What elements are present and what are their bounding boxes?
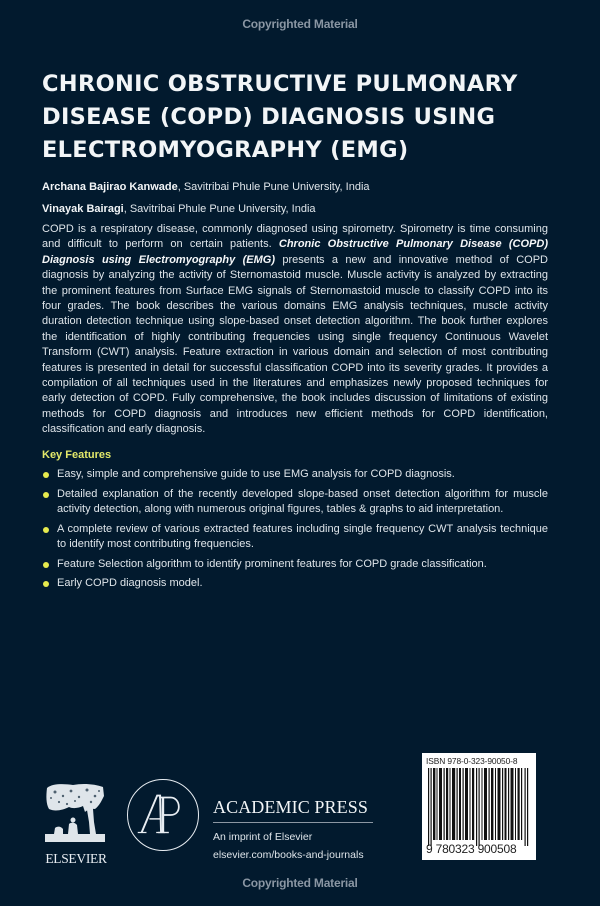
copyright-watermark-bottom: Copyrighted Material (242, 876, 358, 890)
key-feature-item (42, 557, 548, 573)
description-text: COPD is a respiratory disease, commonly diagnosed using spirometry. Spirometry is time consuming and difficult to perform on certain patients. (42, 223, 548, 251)
key-feature-text: Detailed explanation of the recently developed slope-based onset detection algorithm for muscle activity detection, along with numerous original figures, tables & graphs to aid interpretation. (57, 487, 548, 515)
key-feature-text: Feature Selection algorithm to identify prominent features for COPD grade classification. (57, 557, 487, 570)
ap-monogram-icon (128, 780, 198, 850)
key-features-heading: Key Features (42, 449, 112, 461)
publisher-name: ACADEMIC PRESS (213, 797, 373, 823)
publisher-url: elsevier.com/books-and-journals (213, 849, 364, 861)
barcode-bars-icon (426, 768, 530, 846)
copyright-watermark-top: Copyrighted Material (242, 17, 358, 31)
barcode-digits: 9 780323 900508 (426, 842, 517, 856)
key-feature-item (42, 576, 548, 592)
isbn-barcode (422, 753, 536, 860)
description-book-title-emphasis: Chronic Obstructive Pulmonary Disease (COPD) Diagnosis using Electromyography (EMG) (42, 238, 548, 266)
bullet-dot-icon (43, 562, 49, 568)
academic-press-ap-logo (127, 779, 199, 851)
elsevier-wordmark: ELSEVIER (45, 851, 107, 866)
academic-press-imprint-block (213, 797, 373, 864)
author-affiliation: , Savitribai Phule Pune University, India (177, 181, 370, 193)
key-features-list (42, 467, 548, 592)
key-features-section (42, 449, 548, 596)
author-entry (42, 176, 370, 198)
author-name: Archana Bajirao Kanwade (42, 181, 178, 193)
author-list (42, 176, 370, 220)
key-feature-text: Early COPD diagnosis model. (57, 577, 203, 589)
key-feature-item (42, 467, 548, 483)
author-entry (42, 198, 370, 220)
bullet-dot-icon (43, 581, 49, 587)
book-title-line: ELECTROMYOGRAPHY (EMG) (42, 137, 409, 163)
book-title (42, 68, 562, 167)
author-name: Vinayak Bairagi (42, 203, 124, 215)
book-title-line: CHRONIC OBSTRUCTIVE PULMONARY (42, 71, 518, 97)
bullet-dot-icon (43, 527, 49, 533)
book-title-line: DISEASE (COPD) DIAGNOSIS USING (42, 104, 496, 130)
description-text: presents a new and innovative method of COPD diagnosis by analyzing the activity of Sternomastoid muscle. Muscle activity is analyzed by extracting the prominent features from Surface EMG signals of Sternomastoid muscle to classify COPD into its four grades. The book describes the various domains EMG analysis techniques, muscle activity duration detection technique using slope-based onset detection algorithm. The book further explores the identification of highly contributing frequencies using single frequency Continuous Wavelet Transform (CWT) analysis. Feature extraction in various domain and selection of most contributing features is presented in detail for successful classification COPD into its severity grades. It provides a compilation of all techniques used in the literatures and emphasizes newly proposed techniques for early detection of COPD. Fully comprehensive, the book includes discussion of limitations of existing methods for COPD diagnosis and introduces new efficient methods for COPD identification, classification and early diagnosis. (42, 253, 548, 436)
publisher-imprint: An imprint of Elsevier (213, 831, 313, 843)
author-affiliation: , Savitribai Phule Pune University, India (123, 203, 316, 215)
bullet-dot-icon (43, 492, 49, 498)
isbn-label: ISBN 978-0-323-90050-8 (426, 756, 518, 766)
key-feature-item (42, 522, 548, 553)
key-feature-text: Easy, simple and comprehensive guide to use EMG analysis for COPD diagnosis. (57, 468, 455, 480)
key-feature-text: A complete review of various extracted features including single frequency CWT analysis technique to identify most contributing frequencies. (57, 522, 548, 550)
key-feature-item (42, 487, 548, 518)
elsevier-logo (40, 782, 112, 874)
book-description (42, 222, 548, 438)
elsevier-tree-icon (43, 782, 107, 844)
bullet-dot-icon (43, 472, 49, 478)
